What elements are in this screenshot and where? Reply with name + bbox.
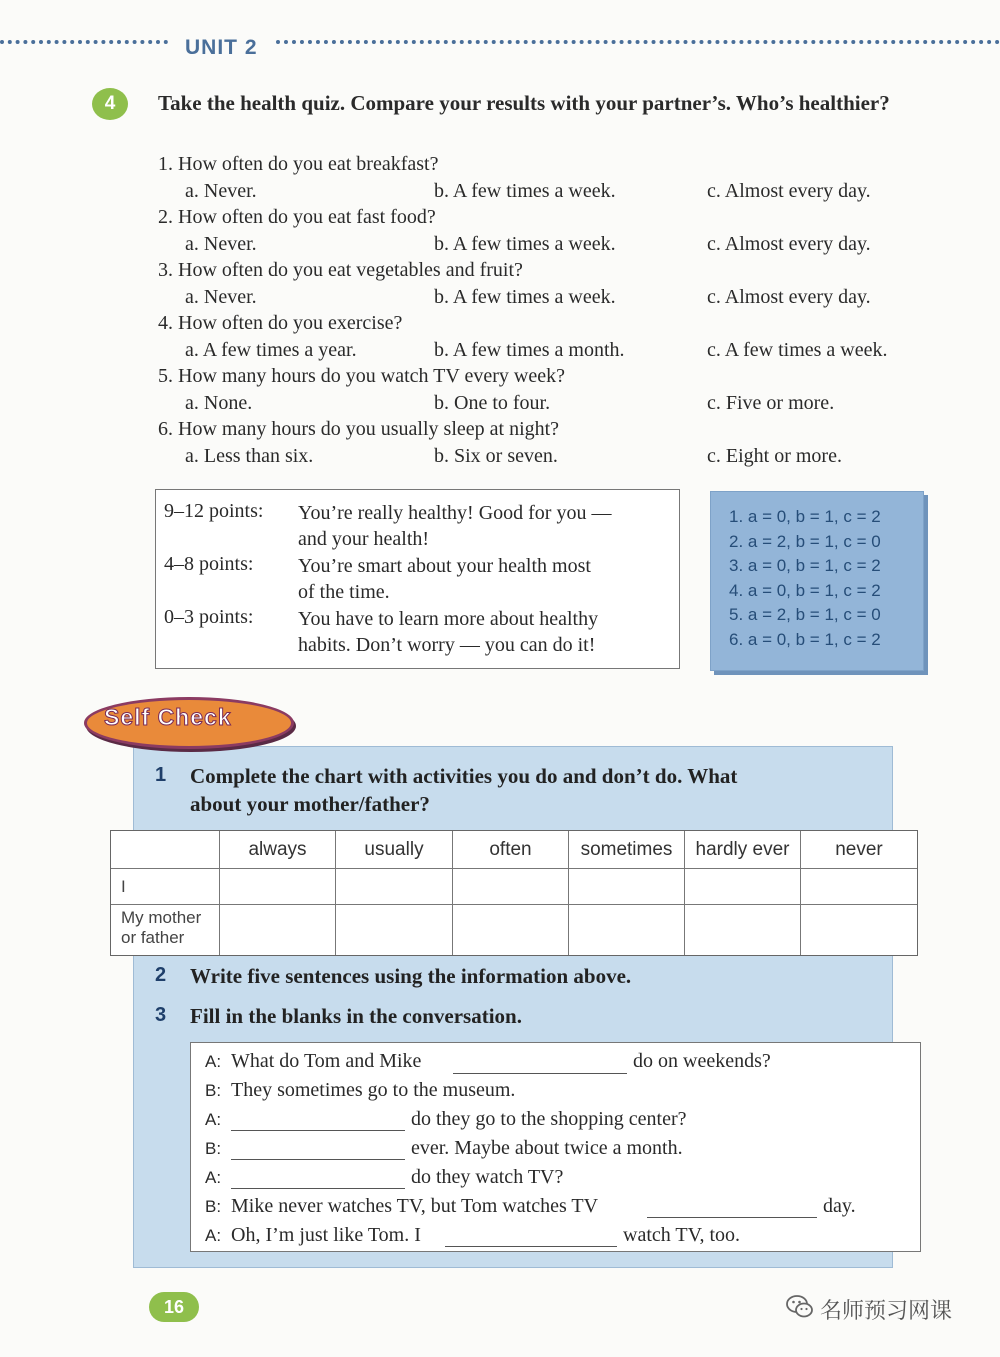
dialogue-text: ever. Maybe about twice a month. [411, 1137, 683, 1159]
quiz-option-c: c. Almost every day. [707, 286, 871, 308]
section-instruction: Complete the chart with activities you do and don’t do. What [190, 764, 738, 788]
exercise-instruction: Take the health quiz. Compare your results with your partner’s. Who’s healthier? [158, 91, 890, 115]
score-line: You’re really healthy! Good for you — [298, 502, 612, 524]
dialogue-text: Mike never watches TV, but Tom watches TV [231, 1195, 599, 1217]
answer-blank[interactable] [231, 1159, 405, 1160]
chart-cell[interactable] [220, 905, 336, 955]
speaker-label: B: [205, 1081, 222, 1100]
chart-cell[interactable] [801, 869, 917, 905]
section-instruction: Fill in the blanks in the conversation. [190, 1004, 522, 1028]
chart-cell[interactable] [685, 905, 801, 955]
quiz-question: 1. How often do you eat breakfast? [158, 153, 439, 175]
speaker-label: A: [205, 1226, 222, 1245]
score-line: You’re smart about your health most [298, 555, 591, 577]
chart-cell[interactable] [685, 869, 801, 905]
chart-column-header: often [453, 831, 569, 869]
answer-key-line: 1. a = 0, b = 1, c = 2 [729, 507, 881, 526]
quiz-option-c: c. Eight or more. [707, 445, 842, 467]
dialogue-text: day. [823, 1195, 856, 1217]
chart-row-header-line: or father [121, 928, 185, 947]
quiz-question: 3. How often do you eat vegetables and fruit? [158, 259, 523, 281]
dialogue-text: do they go to the shopping center? [411, 1108, 687, 1130]
speaker-label: B: [205, 1197, 222, 1216]
chart-column-header: never [801, 831, 917, 869]
quiz-question: 2. How often do you eat fast food? [158, 206, 436, 228]
answer-blank[interactable] [231, 1188, 405, 1189]
chart-cell[interactable] [453, 869, 569, 905]
chart-corner-cell [111, 831, 220, 869]
quiz-question: 6. How many hours do you usually sleep at night? [158, 418, 560, 440]
self-check-title: Self Check [104, 704, 232, 730]
quiz-question: 5. How many hours do you watch TV every week? [158, 365, 565, 387]
chart-cell[interactable] [336, 869, 453, 905]
section-instruction: about your mother/father? [190, 792, 430, 816]
chart-column-header: always [220, 831, 336, 869]
answer-key-line: 6. a = 0, b = 1, c = 2 [729, 630, 881, 649]
quiz-option-b: b. A few times a month. [434, 339, 625, 361]
speaker-label: B: [205, 1139, 222, 1158]
dialogue-text: What do Tom and Mike [231, 1050, 422, 1072]
chart-cell[interactable] [453, 905, 569, 955]
watermark-text: 名师预习网课 [820, 1299, 953, 1324]
score-range: 0–3 points: [164, 606, 254, 628]
quiz-question: 4. How often do you exercise? [158, 312, 403, 334]
score-range: 4–8 points: [164, 553, 254, 575]
chart-column-header: hardly ever [685, 831, 801, 869]
exercise-number-badge: 4 [92, 88, 128, 120]
quiz-option-a: a. A few times a year. [185, 339, 357, 361]
dialogue-text: Oh, I’m just like Tom. I [231, 1224, 421, 1246]
dialogue-text: They sometimes go to the museum. [231, 1079, 516, 1101]
chart-column-header: usually [336, 831, 453, 869]
answer-blank[interactable] [445, 1246, 617, 1247]
quiz-option-b: b. A few times a week. [434, 180, 616, 202]
quiz-option-c: c. Five or more. [707, 392, 835, 414]
answer-key-line: 2. a = 2, b = 1, c = 0 [729, 532, 881, 551]
wechat-icon [786, 1294, 814, 1320]
score-line: of the time. [298, 581, 390, 603]
chart-cell[interactable] [220, 869, 336, 905]
quiz-option-a: a. Never. [185, 286, 257, 308]
dialogue-text: watch TV, too. [623, 1224, 741, 1246]
header-dots-right [276, 40, 1000, 44]
chart-row-header: I [111, 869, 220, 905]
chart-cell[interactable] [569, 869, 685, 905]
page-number: 16 [149, 1292, 199, 1322]
answer-key-line: 5. a = 2, b = 1, c = 0 [729, 605, 881, 624]
unit-label: UNIT 2 [185, 36, 258, 59]
score-range: 9–12 points: [164, 500, 264, 522]
chart-row-header [111, 905, 220, 955]
section-instruction: Write five sentences using the information above. [190, 964, 632, 988]
chart-cell[interactable] [336, 905, 453, 955]
answer-blank[interactable] [647, 1217, 817, 1218]
quiz-option-a: a. Never. [185, 233, 257, 255]
quiz-option-a: a. Less than six. [185, 445, 314, 467]
chart-column-header: sometimes [569, 831, 685, 869]
speaker-label: A: [205, 1168, 222, 1187]
quiz-option-c: c. Almost every day. [707, 233, 871, 255]
answer-key-line: 3. a = 0, b = 1, c = 2 [729, 556, 881, 575]
quiz-option-b: b. Six or seven. [434, 445, 558, 467]
section-number: 2 [155, 964, 167, 986]
dialogue-text: do they watch TV? [411, 1166, 564, 1188]
speaker-label: A: [205, 1052, 222, 1071]
score-line: You have to learn more about healthy [298, 608, 599, 630]
scoring-box [155, 489, 680, 669]
speaker-label: A: [205, 1110, 222, 1129]
quiz-option-b: b. One to four. [434, 392, 551, 414]
chart-cell[interactable] [801, 905, 917, 955]
header-dots-left [0, 40, 168, 44]
quiz-option-b: b. A few times a week. [434, 233, 616, 255]
answer-blank[interactable] [453, 1073, 627, 1074]
quiz-option-c: c. A few times a week. [707, 339, 888, 361]
chart-cell[interactable] [569, 905, 685, 955]
section-number: 1 [155, 764, 167, 786]
quiz-option-c: c. Almost every day. [707, 180, 871, 202]
answer-blank[interactable] [231, 1130, 405, 1131]
score-line: habits. Don’t worry — you can do it! [298, 634, 596, 656]
dialogue-text: do on weekends? [633, 1050, 771, 1072]
score-line: and your health! [298, 528, 430, 550]
answer-key-box [710, 491, 924, 671]
section-number: 3 [155, 1004, 167, 1026]
quiz-option-a: a. None. [185, 392, 253, 414]
conversation-box [190, 1042, 921, 1252]
frequency-chart [110, 830, 918, 956]
quiz-option-b: b. A few times a week. [434, 286, 616, 308]
chart-row-header-line: My mother [121, 908, 202, 927]
quiz-option-a: a. Never. [185, 180, 257, 202]
answer-key-line: 4. a = 0, b = 1, c = 2 [729, 581, 881, 600]
